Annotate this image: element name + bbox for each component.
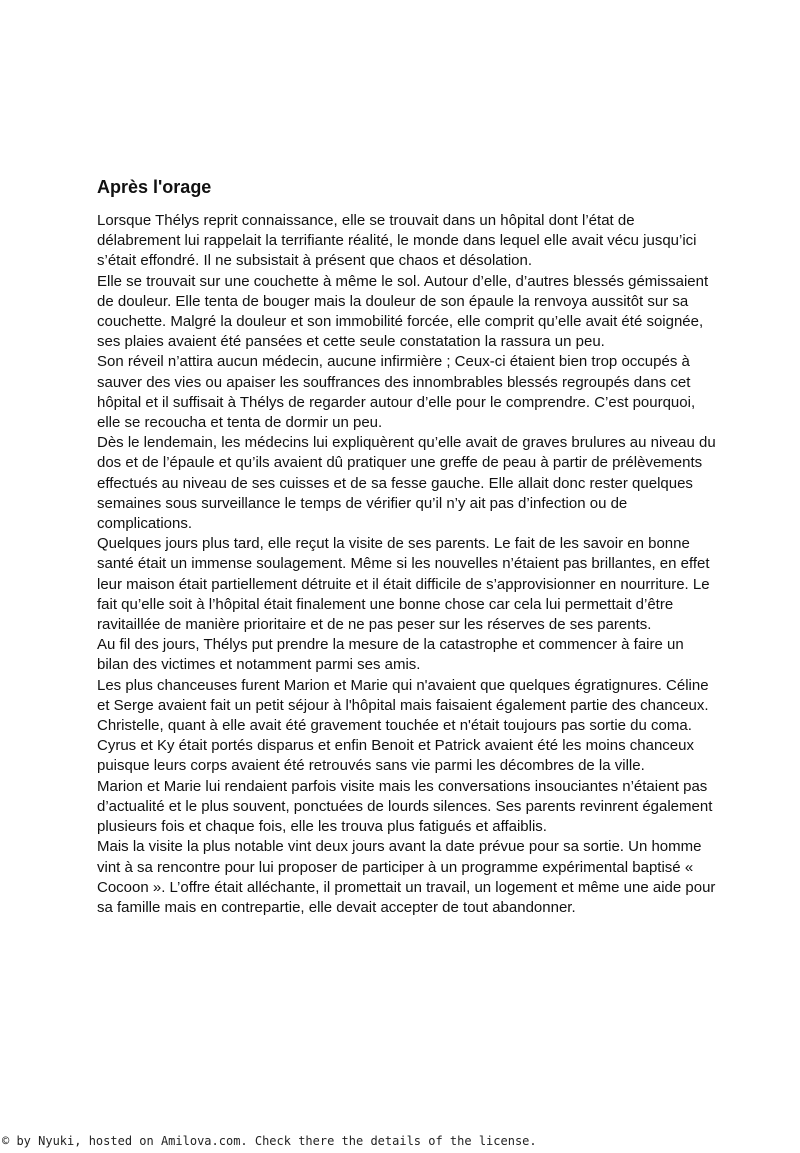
paragraph: Elle se trouvait sur une couchette à même le sol. Autour d’elle, d’autres blessés gémissaient de douleur. Elle tenta de bouger mais la douleur de son épaule la renvoya aussitôt sur sa couchette. Malgré la douleur et son immobilité forcée, elle comprit qu’elle avait été soignée, ses plaies avaient été pansées et cette seule constatation la rassura un peu. — [97, 272, 709, 351]
document-title: Après l'orage — [97, 177, 212, 197]
license-footer: © by Nyuki, hosted on Amilova.com. Check there the details of the license. — [2, 1134, 537, 1148]
paragraph: Au fil des jours, Thélys put prendre la mesure de la catastrophe et commencer à faire un bilan des victimes et notamment parmi ses amis. — [97, 636, 684, 674]
paragraph: Marion et Marie lui rendaient parfois visite mais les conversations insouciantes n’étaient pas d’actualité et le plus souvent, ponctuées de lourds silences. Ses parents revinrent également plusieurs fois et chaque fois, elle les trouva plus fatigués et affaiblis. — [97, 777, 713, 836]
paragraph: Les plus chanceuses furent Marion et Marie qui n'avaient que quelques égratignures. Céline et Serge avaient fait un petit séjour à l'hôpital mais faisaient également partie des chanceux. Christelle, quant à elle avait été gravement touchée et n'était toujours pas sortie du coma. Cyrus et Ky était portés disparus et enfin Benoit et Patrick avaient été les moins chanceux puisque leurs corps avaient été retrouvés sans vie parmi les décombres de la ville. — [97, 676, 709, 775]
paragraph: Mais la visite la plus notable vint deux jours avant la date prévue pour sa sortie. Un homme vint à sa rencontre pour lui proposer de participer à un programme expérimental baptisé « Cocoon ». L’offre était alléchante, il promettait un travail, un logement et même une aide pour sa famille mais en contrepartie, elle devait accepter de tout abandonner. — [97, 838, 716, 916]
paragraph: Quelques jours plus tard, elle reçut la visite de ses parents. Le fait de les savoir en bonne santé était un immense soulagement. Même si les nouvelles n’étaient pas brillantes, en effet leur maison était partiellement détruite et il était difficile de s’approvisionner en nourriture. Le fait qu’elle soit à l’hôpital était finalement une bonne chose car cela lui permettait d’être ravitaillée de manière prioritaire et de ne pas peser sur les réserves de ses parents. — [97, 535, 710, 634]
document-page — [97, 176, 717, 918]
paragraph: Son réveil n’attira aucun médecin, aucune infirmière ; Ceux-ci étaient bien trop occupés à sauver des vies ou apaiser les souffrances des innombrables blessés regroupés dans cet hôpital et il suffisait à Thélys de regarder autour d’elle pour le comprendre. C’est pourquoi, elle se recoucha et tenta de dormir un peu. — [97, 353, 696, 432]
paragraph: Lorsque Thélys reprit connaissance, elle se trouvait dans un hôpital dont l’état de délabrement lui rappelait la terrifiante réalité, le monde dans lequel elle avait vécu jusqu’ici s’était effondré. Il ne subsistait à présent que chaos et désolation. — [97, 212, 697, 270]
paragraph: Dès le lendemain, les médecins lui expliquèrent qu’elle avait de graves brulures au niveau du dos et de l’épaule et qu’ils avaient dû pratiquer une greffe de peau à partir de prélèvements effectués au niveau de ses cuisses et de sa fesse gauche. Elle allait donc rester quelques semaines sous surveillance le temps de vérifier qu’il n’y ait pas d’infection ou de complications. — [97, 434, 716, 533]
